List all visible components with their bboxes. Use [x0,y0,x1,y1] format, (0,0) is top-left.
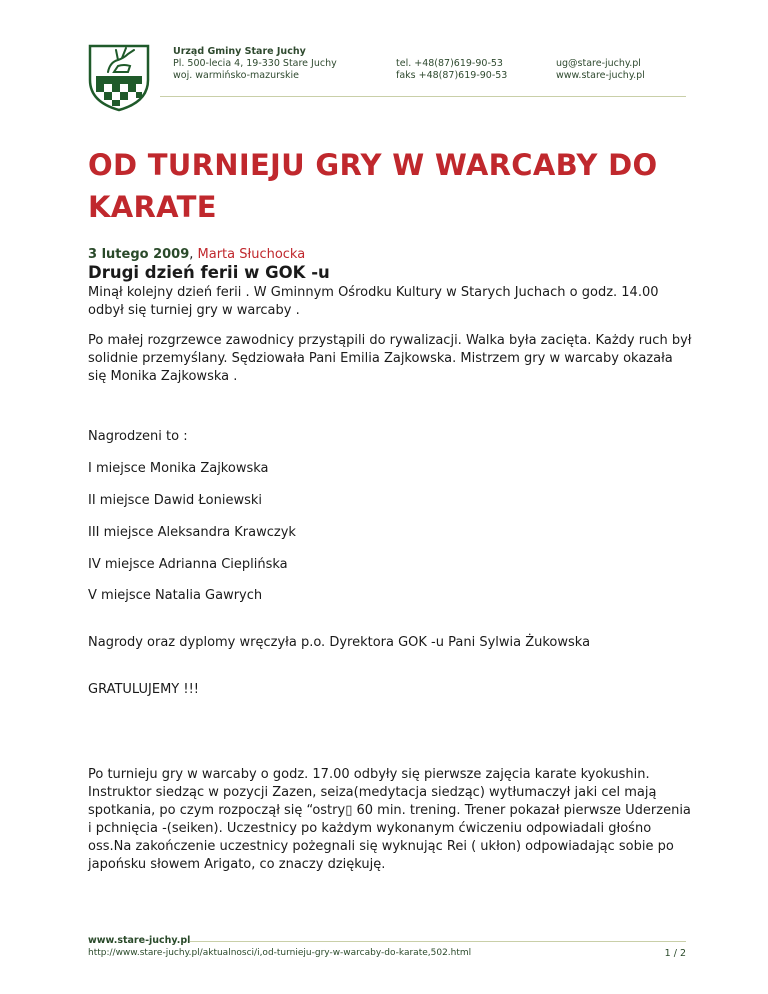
website-link[interactable]: www.stare-juchy.pl [556,70,645,81]
article-meta [88,247,305,263]
header-divider [160,96,686,97]
address-line-1: Pl. 500-lecia 4, 19-330 Stare Juchy [173,58,337,69]
email-link[interactable]: ug@stare-juchy.pl [556,58,641,69]
article-date: 3 lutego 2009 [88,247,190,262]
text-line: Minął kolejny dzień ferii . W Gminnym Ośrodku Kultury w Starych Juchach o godz. 14.00 [88,285,659,300]
footer-url-link[interactable]: http://www.stare-juchy.pl/aktualnosci/i,od-turnieju-gry-w-warcaby-do-karate,502.html [88,948,472,958]
header-address [173,46,337,82]
paragraph-tournament [88,332,698,386]
place-item: III miejsce Aleksandra Krawczyk [88,525,296,540]
text-line: spotkania, po czym rozpoczął się “ostry▯ 60 min. trening. Trener pokazał pierwsze Uderzenia [88,803,691,818]
header-contact [556,58,645,82]
article-title [88,144,698,228]
place-item: V miejsce Natalia Gawrych [88,588,263,603]
footer-site: www.stare-juchy.pl [88,935,191,946]
place-item: I miejsce Monika Zajkowska [88,461,269,476]
title-line-2: KARATE [88,190,217,224]
text-line: i pchnięcia -(seiken). Uczestnicy po każdym wykonanym ćwiczeniu odpowiadali głośno [88,821,652,836]
fax: faks +48(87)619-90-53 [396,70,508,81]
paragraph-intro [88,284,698,320]
coat-of-arms-icon [88,42,150,112]
text-line: solidnie przemyślany. Sędziowała Pani Emilia Zajkowska. Mistrzem gry w warcaby okazała [88,351,673,366]
text-line: japońsku słowem Arigato, co znaczy dziękuję. [88,857,386,872]
place-item: IV miejsce Adrianna Cieplińska [88,557,288,572]
text-line: się Monika Zajkowska . [88,369,238,384]
text-line: Po turnieju gry w warcaby o godz. 17.00 odbyły się pierwsze zajęcia karate kyokushin. [88,767,650,782]
prizes-text: Nagrody oraz dyplomy wręczyła p.o. Dyrektora GOK -u Pani Sylwia Żukowska [88,635,591,650]
congratulations: GRATULUJEMY !!! [88,682,200,697]
text-line: Instruktor siedząc w pozycji Zazen, seiza(medytacja siedząc) wytłumaczył jaki cel mają [88,785,657,800]
paragraph-karate [88,766,698,874]
article-author: Marta Słuchocka [197,247,306,262]
text-line: oss.Na zakończenie uczestnicy pożegnali się wyknując Rei ( ukłon) odpowiadając sobie po [88,839,674,854]
phone: tel. +48(87)619-90-53 [396,58,503,69]
footer-divider [190,941,686,942]
header-phones [396,58,507,82]
text-line: odbył się turniej gry w warcaby . [88,303,300,318]
article-subtitle: Drugi dzień ferii w GOK -u [88,263,330,282]
title-line-1: OD TURNIEJU GRY W WARCABY DO [88,148,658,182]
awarded-heading: Nagrodzeni to : [88,429,188,444]
address-line-2: woj. warmińsko-mazurskie [173,70,299,81]
place-item: II miejsce Dawid Łoniewski [88,493,262,508]
page-number: 1 / 2 [664,948,686,959]
meta-separator: , [189,247,198,262]
org-name: Urząd Gminy Stare Juchy [173,46,306,57]
text-line: Po małej rozgrzewce zawodnicy przystąpili do rywalizacji. Walka była zacięta. Każdy ruch był [88,333,692,348]
